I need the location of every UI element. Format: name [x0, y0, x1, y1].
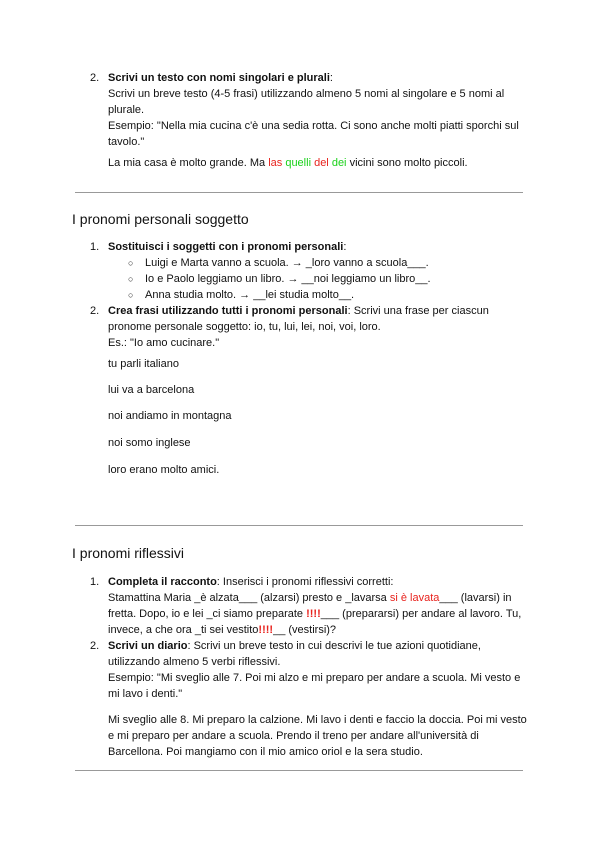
exercise-description: : Scrivi una frase per ciascun pronome personale soggetto: io, tu, lui, lei, noi, voi, loro. — [108, 305, 489, 333]
correction-green: dei — [328, 157, 347, 169]
item-number: 1. — [90, 576, 100, 588]
divider — [75, 525, 523, 526]
exercise-title: Scrivi un testo con nomi singolari e plurali — [108, 72, 330, 84]
colon: : — [343, 241, 347, 253]
section-heading: I pronomi riflessivi — [72, 545, 185, 561]
correction-mark: !!!! — [306, 608, 321, 620]
answer-text: Stamattina Maria _è alzata___ (alzarsi) presto e _lavarsa — [108, 592, 390, 604]
answer-line: lui va a barcelona — [108, 384, 195, 396]
colon: : — [329, 72, 333, 84]
correction-red: las — [268, 157, 283, 169]
exercise-title: Scrivi un diario — [108, 640, 188, 652]
answer-text: ___ (prepararsi) per andare al lavoro. Tu, invece, a che ora _ti sei vestito — [108, 608, 522, 636]
answer-text: vicini sono molto piccoli. — [346, 157, 468, 169]
student-answer — [108, 590, 528, 638]
exercise-replace-subjects — [90, 239, 528, 351]
student-answer — [108, 155, 528, 171]
sub-item-text: Io e Paolo leggiamo un libro. → __noi leggiamo un libro__. — [145, 273, 431, 285]
exercise-title: Sostituisci i soggetti con i pronomi personali — [108, 241, 344, 253]
divider — [75, 770, 523, 771]
bullet-icon: ○ — [128, 258, 134, 268]
section-heading: I pronomi personali soggetto — [72, 211, 249, 227]
exercise-description: : Inserisci i pronomi riflessivi corretti: — [216, 576, 394, 588]
answer-text: La mia casa è molto grande. Ma — [108, 157, 269, 169]
sub-item-text: Luigi e Marta vanno a scuola. → _loro vanno a scuola___. — [145, 257, 429, 269]
item-number: 2. — [90, 305, 100, 317]
exercise-example: Esempio: "Mi sveglio alle 7. Poi mi alzo e mi preparo per andare a scuola. Mi vesto e mi lavo i denti." — [108, 672, 521, 700]
bullet-icon: ○ — [128, 290, 134, 300]
exercise-complete-story — [90, 574, 528, 760]
answer-text: ___ (lavarsi) in fretta. Dopo, io e lei _ci siamo preparate — [108, 592, 512, 620]
answer-line: tu parli italiano — [108, 358, 179, 370]
exercise-example: Esempio: "Nella mia cucina c'è una sedia rotta. Ci sono anche molti piatti sporchi sul tavolo." — [108, 120, 519, 148]
answer-text: __ (vestirsi)? — [273, 624, 337, 636]
sub-item — [108, 271, 528, 287]
answer-line: loro erano molto amici. — [108, 464, 220, 476]
exercise-description: : Scrivi un breve testo in cui descrivi le tue azioni quotidiane, utilizzando almeno 5 verbi riflessivi. — [108, 640, 481, 668]
exercise-description: Scrivi un breve testo (4-5 frasi) utilizzando almeno 5 nomi al singolare e 5 nomi al plurale. — [108, 88, 505, 116]
item-number: 2. — [90, 72, 100, 84]
divider — [75, 192, 523, 193]
exercise-plural-nouns — [90, 70, 528, 171]
bullet-icon: ○ — [128, 274, 134, 284]
correction-red: del — [311, 157, 329, 169]
exercise-title: Completa il racconto — [108, 576, 217, 588]
answer-line: noi andiamo in montagna — [108, 410, 232, 422]
exercise-title: Crea frasi utilizzando tutti i pronomi personali — [108, 305, 348, 317]
correction-mark: !!!! — [258, 624, 274, 636]
exercise-diary — [90, 638, 528, 670]
item-number: 2. — [90, 640, 100, 652]
exercise-example: Es.: "Io amo cucinare." — [108, 337, 220, 349]
answer-line: noi somo inglese — [108, 437, 191, 449]
sub-item — [108, 255, 528, 271]
item-number: 1. — [90, 241, 100, 253]
student-answer: Mi sveglio alle 8. Mi preparo la calzione. Mi lavo i denti e faccio la doccia. Poi mi vesto e mi preparo per andare a scuola. Prendo il treno per andare all'università di Barcellona. Poi mangiamo con il mio amico oriol e la sera studio. — [108, 714, 527, 758]
exercise-create-sentences — [90, 303, 528, 335]
correction-red: si è lavata — [389, 592, 440, 604]
sub-item-text: Anna studia molto. → __lei studia molto__. — [145, 289, 355, 301]
sub-item — [108, 287, 528, 303]
correction-green: quelli — [282, 157, 312, 169]
